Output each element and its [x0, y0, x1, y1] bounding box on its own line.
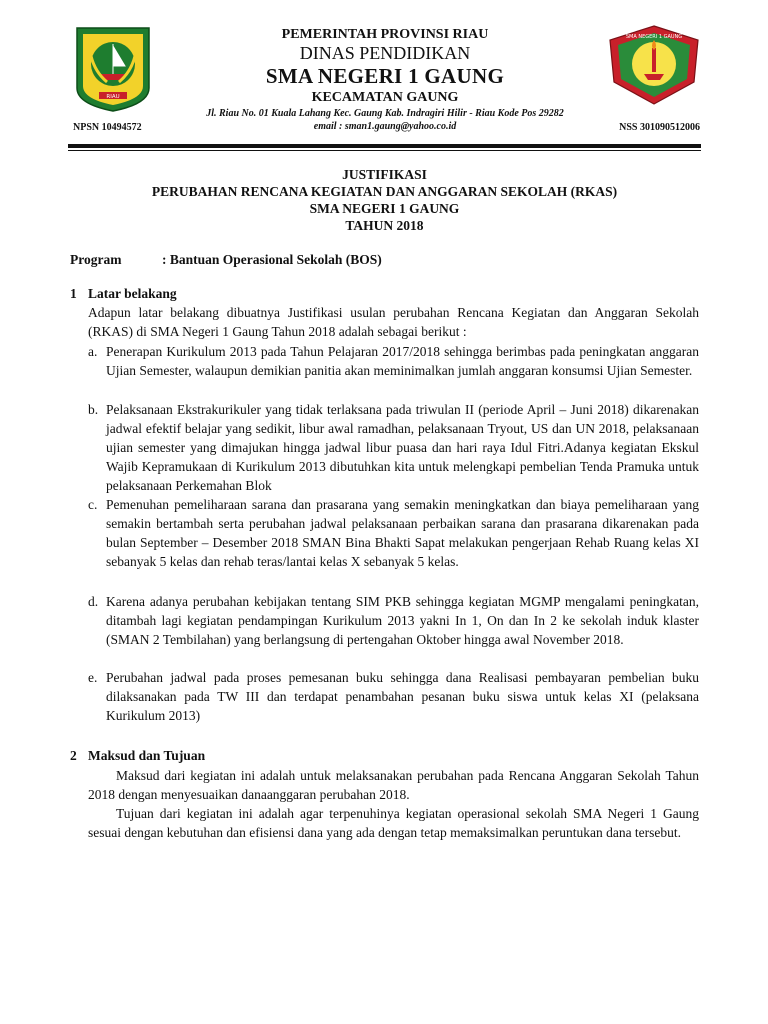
list-item	[88, 400, 699, 495]
section1-number: 1	[70, 286, 77, 301]
list-text: Pelaksanaan Ekstrakurikuler yang tidak terlaksana pada triwulan II (periode April – Juni 2018) dikarenakan jadwal efektif belajar yang sedikit, libur awal ramadhan, pelaksanaan Tryout, US dan UN 2018, pelaksanaan ujian semester yang dimajukan hingga jadwal libur puasa dan hari raya Idul Fitri.Adanya kegiatan Ekskul Wajib Kepramukaan di Kurikulum 2013 dibutuhkan kita untuk melengkapi pembelian Tenda Pramuka untuk pelaksanaan Perkemahan Blok	[106, 402, 699, 493]
riau-province-emblem-icon	[73, 26, 153, 112]
svg-text:RIAU: RIAU	[106, 94, 120, 100]
list-item	[88, 342, 699, 380]
doc-title-line3: SMA NEGERI 1 GAUNG	[309, 201, 460, 216]
list-text: Karena adanya perubahan kebijakan tentang SIM PKB sehingga kegiatan MGMP mengalami peningkatan, ditambah lagi kegiatan pendampingan Kurikulum 2013 yakni In 1, On dan In 2 ke sekolah induk klaster (SMAN 2 Tembilahan) yang berlangsung di pertengahan Oktober hingga awal November 2018.	[106, 594, 699, 647]
program-value: : Bantuan Operasional Sekolah (BOS)	[162, 252, 382, 267]
section1-intro: Adapun latar belakang dibuatnya Justifikasi usulan perubahan Rencana Kegiatan dan Anggaran Sekolah (RKAS) di SMA Negeri 1 Gaung Tahun 2018 adalah sebagai berikut :	[88, 305, 699, 339]
section2-paragraph-2: Tujuan dari kegiatan ini adalah agar terpenuhinya kegiatan operasional sekolah SMA Negeri 1 Gaung sesuai dengan kebutuhan dan efisiensi dana yang ada dengan tetap memaksimalkan peruntukan dana tersebut.	[88, 806, 699, 840]
svg-text:SMA NEGERI 1 GAUNG: SMA NEGERI 1 GAUNG	[625, 34, 683, 40]
list-text: Pemenuhan pemeliharaan sarana dan prasarana yang semakin meningkatkan dan biaya pemeliharaan yang semakin bertambah serta perubahan jadwal pelaksanaan perbaikan sarana dan prasarana dikarenakan pada bulan September – Desember 2018 SMAN Bina Bhakti Sapat melakukan pengerjaan Rehab Ruang kelas XI sebanyak 5 kelas dan rehab teras/lantai kelas X sebanyak 5 kelas.	[106, 497, 699, 569]
program-line	[70, 253, 382, 267]
list-text: Perubahan jadwal pada proses pemesanan buku sehingga dana Realisasi pembayaran pembelian buku dilaksanakan pada TW III dan terdapat penambahan pesanan buku siswa untuk kelas XI (pelaksana Kurikulum 2013)	[106, 670, 699, 723]
letterhead-npsn: NPSN 10494572	[73, 122, 142, 133]
doc-title-line1: JUSTIFIKASI	[342, 167, 427, 182]
list-marker: e.	[88, 670, 98, 685]
program-label: Program	[70, 252, 122, 267]
doc-title-line2: PERUBAHAN RENCANA KEGIATAN DAN ANGGARAN SEKOLAH (RKAS)	[151, 184, 618, 199]
letterhead-school-name: SMA NEGERI 1 GAUNG	[265, 64, 505, 88]
list-marker: c.	[88, 497, 98, 512]
section2-number: 2	[70, 748, 77, 763]
school-emblem-icon	[608, 24, 700, 106]
list-marker: a.	[88, 344, 98, 359]
letterhead-government: PEMERINTAH PROVINSI RIAU	[281, 27, 489, 42]
section2-heading	[70, 749, 205, 763]
letterhead-divider-thin	[68, 150, 701, 151]
list-marker: b.	[88, 402, 99, 417]
section2-title: Maksud dan Tujuan	[88, 748, 206, 763]
list-item	[88, 668, 699, 725]
section1-title: Latar belakang	[88, 286, 177, 301]
letterhead-nss: NSS 301090512006	[619, 122, 700, 133]
section1-heading	[70, 287, 177, 301]
letterhead-divider-thick	[68, 144, 701, 148]
list-text: Penerapan Kurikulum 2013 pada Tahun Pelajaran 2017/2018 sehingga berimbas pada peningkatan anggaran Ujian Semester, walaupun demikian panitia akan meminimalkan jumlah anggaran konsumsi Ujian Semester.	[106, 344, 699, 378]
list-item	[88, 495, 699, 571]
letterhead-district: KECAMATAN GAUNG	[311, 90, 459, 105]
section2-paragraph-1: Maksud dari kegiatan ini adalah untuk melaksanakan perubahan pada Rencana Anggaran Sekolah Tahun 2018 dengan menyesuaikan danaanggaran perubahan 2018.	[88, 768, 699, 802]
list-marker: d.	[88, 594, 99, 609]
list-item	[88, 592, 699, 649]
doc-title-line4: TAHUN 2018	[345, 218, 424, 233]
letterhead-address: Jl. Riau No. 01 Kuala Lahang Kec. Gaung Kab. Indragiri Hilir - Riau Kode Pos 29282	[206, 108, 564, 119]
letterhead-agency: DINAS PENDIDIKAN	[299, 43, 471, 63]
letterhead-email: email : sman1.gaung@yahoo.co.id	[313, 121, 457, 132]
